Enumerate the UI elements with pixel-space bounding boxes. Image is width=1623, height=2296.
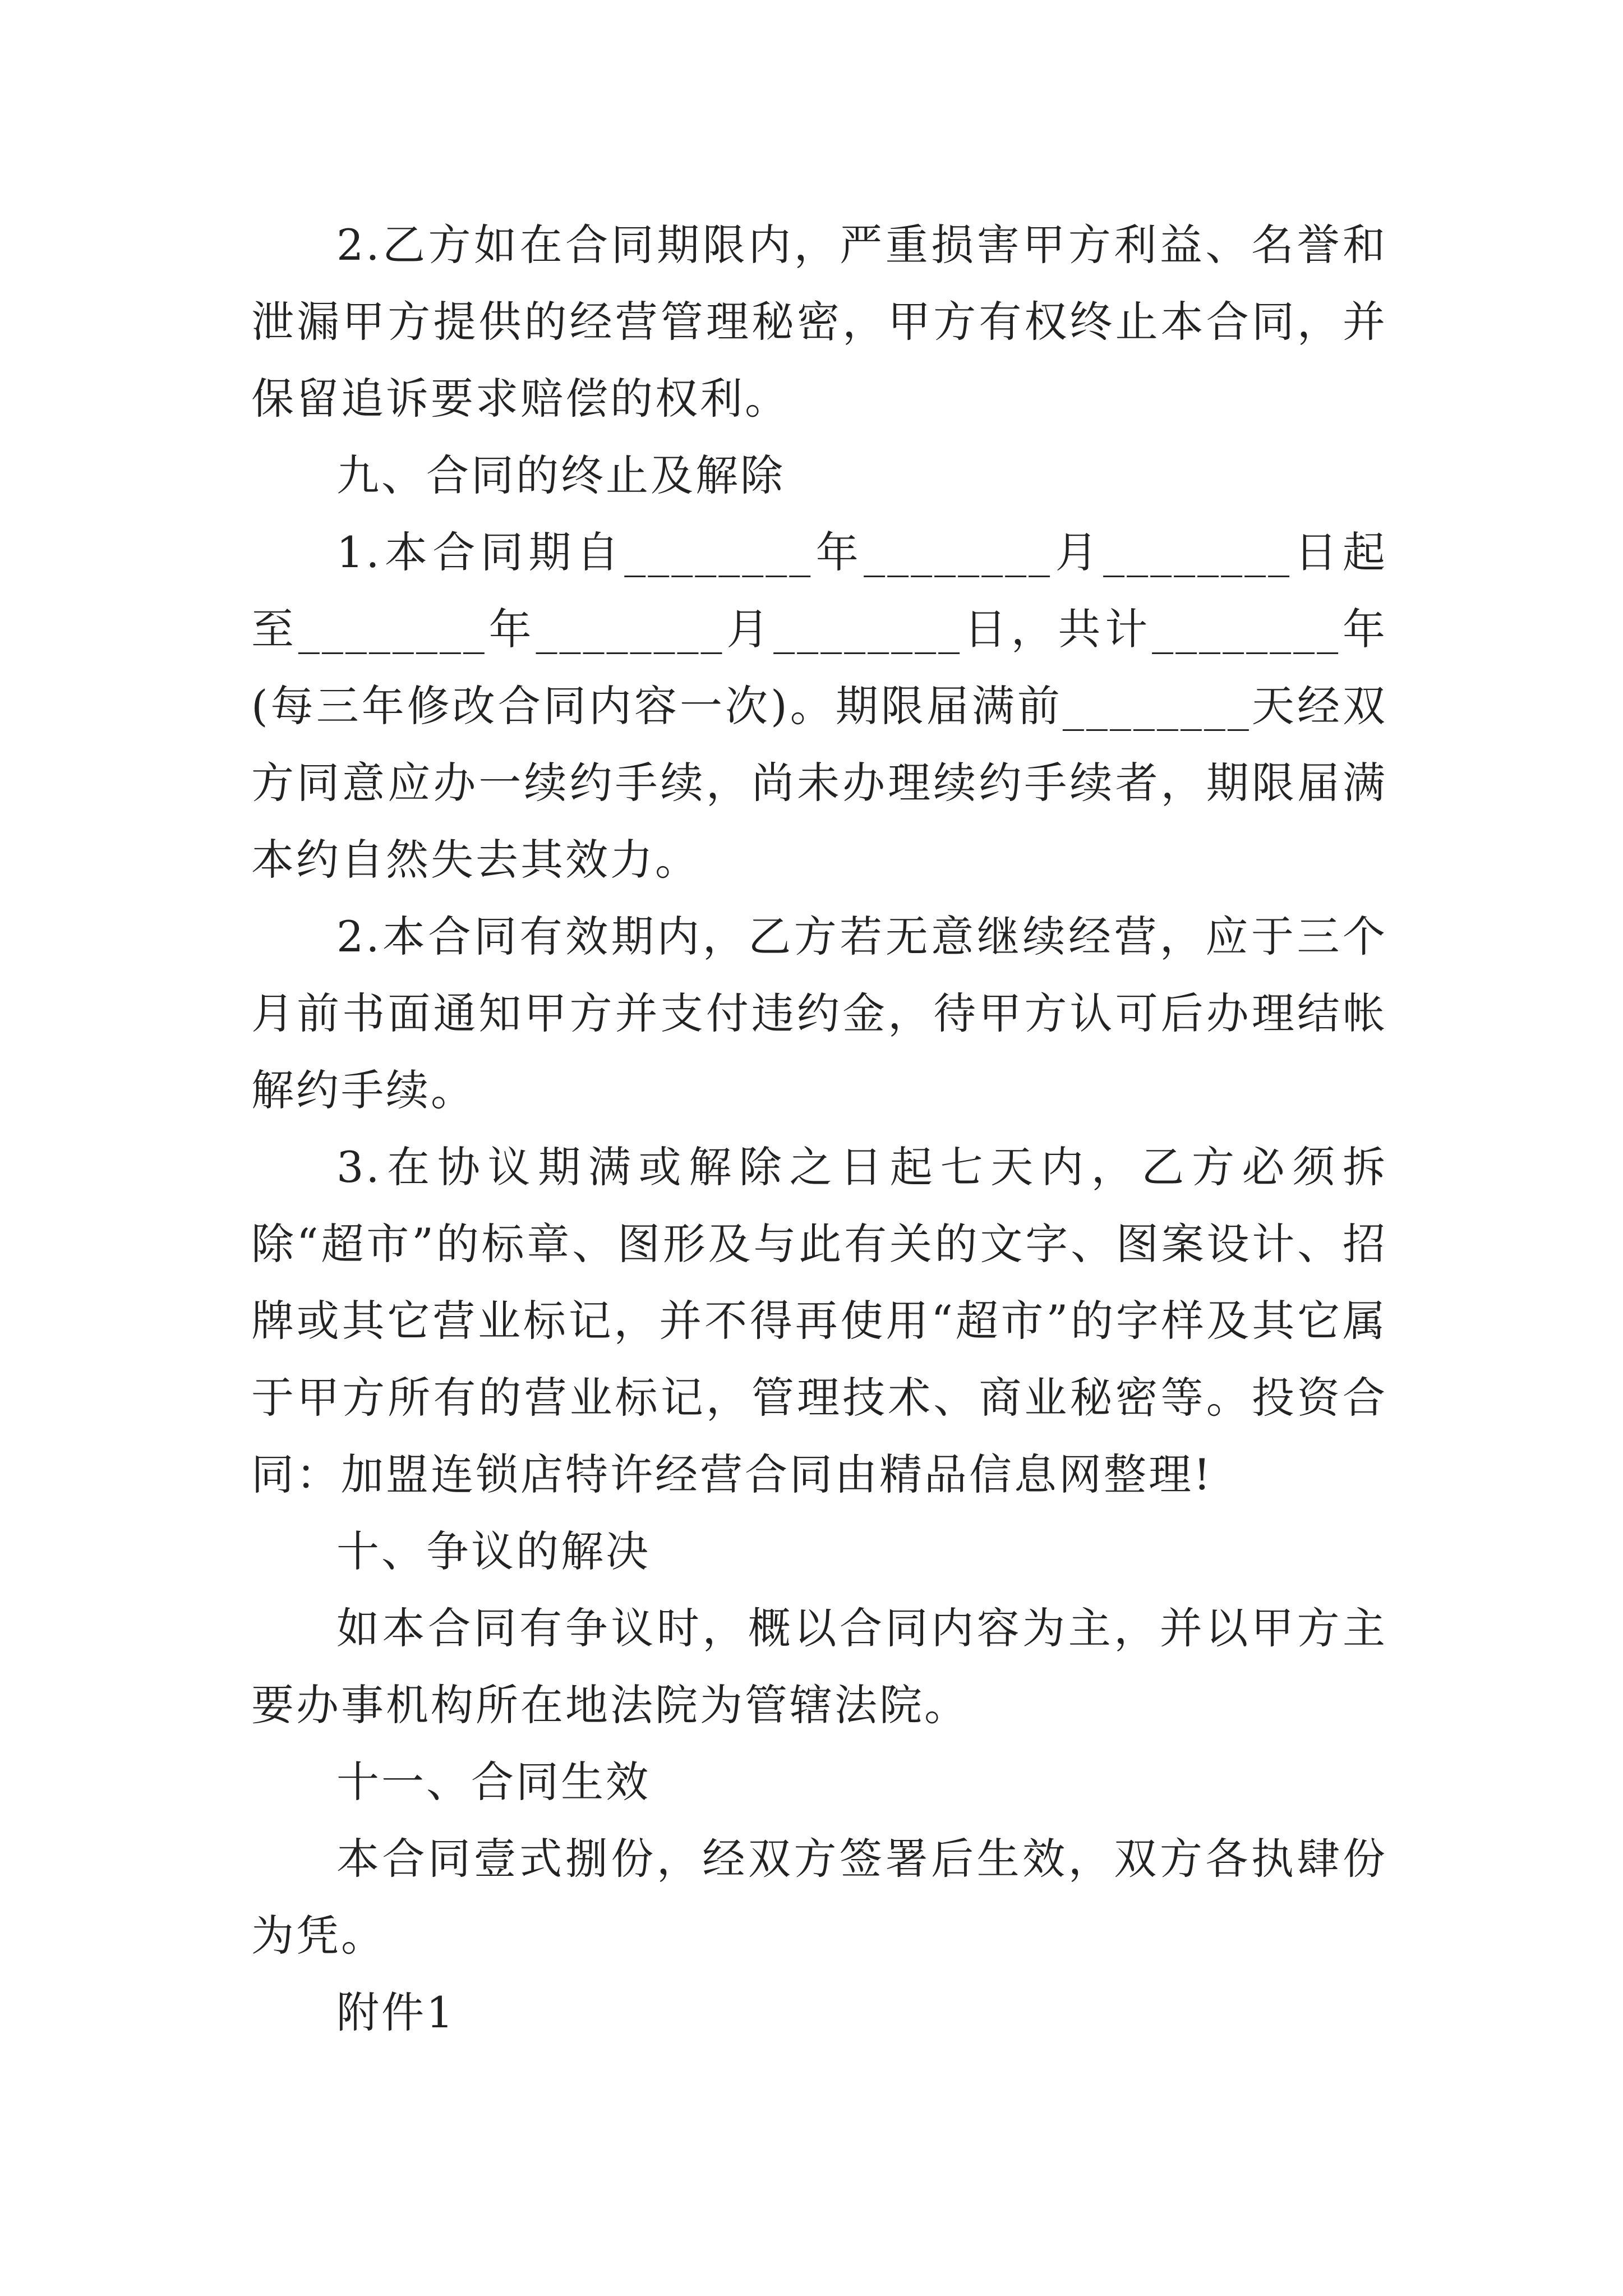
clause-9-item-3: 3.在协议期满或解除之日起七天内，乙方必须拆除“超市”的标章、图形及与此有关的文字、图案设计、招牌或其它营业标记，并不得再使用“超市”的字样及其它属于甲方所有的营业标记，管理技术、商业秘密等。投资合同：加盟连锁店特许经营合同由精品信息网整理!: [251, 1142, 1387, 1499]
document-page: [251, 206, 1387, 2051]
clause-10-body: 如本合同有争议时，概以合同内容为主，并以甲方主要办事机构所在地法院为管辖法院。: [251, 1603, 1387, 1730]
clause-8-item-2: 2.乙方如在合同期限内，严重损害甲方利益、名誉和泄漏甲方提供的经营管理秘密，甲方有权终止本合同，并保留追诉要求赔偿的权利。: [251, 220, 1387, 424]
attachment-label: 附件1: [336, 1987, 456, 2037]
clause-11-body: 本合同壹式捌份，经双方签署后生效，双方各执肆份为凭。: [251, 1834, 1387, 1961]
clause-9-item-2: 2.本合同有效期内，乙方若无意继续经营，应于三个月前书面通知甲方并支付违约金，待甲方认可后办理结帐解约手续。: [251, 912, 1387, 1115]
clause-9-item-1: 1.本合同期自________年________月________日起至________年________月________日，共计________年(每三年修改合同内容一次)。期限届满前________天经双方同意应办一续约手续，尚未办理续约手续者，期限届满本约自然失去其效力。: [251, 527, 1387, 885]
section-11-heading: 十一、合同生效: [336, 1757, 651, 1807]
section-9-heading: 九、合同的终止及解除: [336, 450, 785, 500]
section-10-heading: 十、争议的解决: [336, 1526, 651, 1576]
